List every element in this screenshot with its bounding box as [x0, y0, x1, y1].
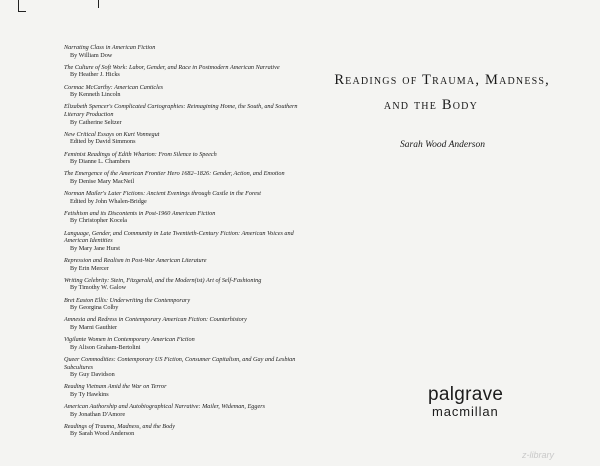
series-entry-title: Readings of Trauma, Madness, and the Body: [64, 422, 176, 430]
series-entry-title: Cormac McCarthy: American Canticles: [64, 83, 164, 91]
series-entry-title: Queer Commodities: Contemporary US Fiction, Consumer Capitalism, and Gay and Lesbian Subcultures: [64, 355, 296, 371]
series-entry-author: By Timothy W. Galow: [70, 284, 127, 292]
series-entry: [64, 84, 314, 99]
series-entry: [64, 64, 314, 79]
series-entry: [64, 103, 314, 126]
series-entry: [64, 277, 314, 292]
series-entry: [64, 131, 314, 146]
series-entry-title: New Critical Essays on Kurt Vonnegut: [64, 130, 160, 138]
series-entry-author: By Jonathan D'Amore: [70, 410, 126, 418]
series-entry: [64, 316, 314, 331]
series-entry: [64, 403, 314, 418]
series-entry-author: By Ty Hawkins: [70, 390, 109, 398]
publisher-logo: [428, 385, 503, 419]
title-line-1: Readings of Trauma, Madness,: [334, 72, 550, 88]
series-entry: [64, 336, 314, 351]
series-entry-title: The Culture of Soft Work: Labor, Gender, and Race in Postmodern American Narrative: [64, 63, 280, 71]
book-title: [290, 72, 550, 114]
series-entry-author: By Heather J. Hicks: [70, 71, 120, 79]
series-entry: [64, 44, 314, 59]
series-entry: [64, 423, 314, 438]
series-entry: [64, 170, 314, 185]
series-entry-author: By Alison Graham-Bertolini: [70, 343, 141, 351]
series-entry: [64, 383, 314, 398]
series-entry-title: Language, Gender, and Community in Late Twentieth-Century Fiction: American Voices and American Identities: [64, 229, 294, 245]
series-entry-author: By Sarah Wood Anderson: [70, 430, 135, 438]
series-entry-author: By Erin Mercer: [70, 264, 109, 272]
book-author: Sarah Wood Anderson: [400, 140, 485, 150]
series-entry: [64, 297, 314, 312]
series-entry: [64, 151, 314, 166]
series-entry-author: By William Dow: [70, 51, 113, 59]
series-entry-author: By Kenneth Lincoln: [70, 91, 121, 99]
series-entry: [64, 257, 314, 272]
series-entry-author: By Marni Gauthier: [70, 323, 118, 331]
series-entry-title: Vigilante Women in Contemporary American Fiction: [64, 336, 195, 344]
series-entry-title: Repression and Realism in Post-War American Literature: [64, 257, 207, 264]
series-entry: [64, 356, 314, 379]
publisher-name-line2: macmillan: [432, 404, 499, 419]
series-entry-author: By Christopher Kocela: [70, 217, 128, 225]
series-list: [64, 44, 314, 443]
series-entry-author: By Georgina Colby: [70, 304, 119, 312]
series-entry-title: The Emergence of the American Frontier Hero 1682–1826: Gender, Action, and Emotion: [64, 170, 285, 178]
series-entry: [64, 230, 314, 253]
series-entry-title: Amnesia and Redress in Contemporary American Fiction: Counterhistory: [64, 316, 247, 324]
crop-mark: [98, 0, 99, 8]
series-entry-author: By Dianne L. Chambers: [70, 158, 131, 166]
series-entry-title: Bret Easton Ellis: Underwriting the Contemporary: [64, 296, 191, 304]
series-entry-author: Edited by David Simmons: [70, 138, 136, 146]
series-entry: [64, 210, 314, 225]
series-entry-title: Fetishism and its Discontents in Post-1960 American Fiction: [64, 209, 216, 217]
title-line-2: and the Body: [383, 97, 478, 113]
series-entry: [64, 190, 314, 205]
crop-mark: [18, 11, 26, 12]
watermark: z-library: [522, 450, 555, 460]
series-entry-title: Narrating Class in American Fiction: [64, 44, 156, 51]
series-entry-author: By Guy Davidson: [70, 371, 115, 379]
series-entry-author: By Catherine Seltzer: [70, 118, 122, 126]
series-entry-author: Edited by John Whalen-Bridge: [70, 197, 147, 205]
series-entry-title: Reading Vietnam Amid the War on Terror: [64, 383, 167, 391]
publisher-name-line1: palgrave: [428, 384, 504, 405]
series-entry-title: American Authorship and Autobiographical Narrative: Mailer, Wideman, Eggers: [64, 403, 266, 411]
series-entry-title: Writing Celebrity: Stein, Fitzgerald, and the Modern(ist) Art of Self-Fashioning: [64, 276, 262, 284]
series-entry-author: By Mary Jane Hurst: [70, 244, 121, 252]
series-entry-author: By Denise Mary MacNeil: [70, 177, 135, 185]
series-entry-title: Feminist Readings of Edith Wharton: From Silence to Speech: [64, 150, 217, 158]
series-entry-title: Norman Mailer's Later Fictions: Ancient Evenings through Castle in the Forest: [64, 190, 262, 198]
series-entry-title: Elizabeth Spencer's Complicated Cartographies: Reimagining Home, the South, and Southern Literary Production: [64, 103, 298, 118]
